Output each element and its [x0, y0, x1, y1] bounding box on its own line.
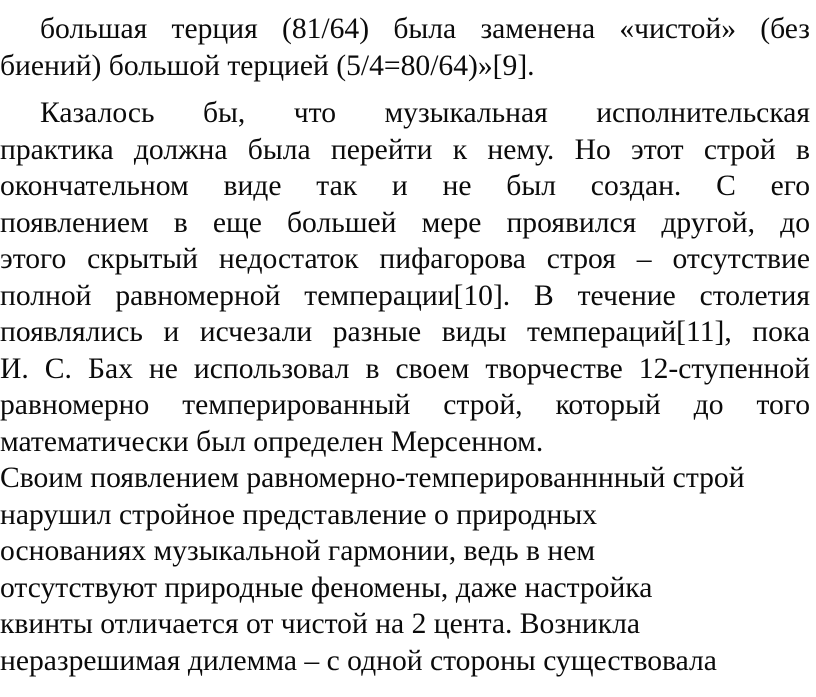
- text-line-4: практика должна была перейти к нему. Но этот строй в: [0, 134, 810, 166]
- text-line-16: отсутствуют природные феномены, даже настройка: [0, 572, 653, 604]
- text-line-3: Казалось бы, что музыкальная исполнительская: [40, 97, 810, 129]
- text-line-7: этого скрытый недостаток пифагорова строя – отсутствие: [0, 243, 810, 275]
- text-line-8: полной равномерной темперации[10]. В течение столетия: [0, 280, 810, 312]
- text-line-15: основаниях музыкальной гармонии, ведь в нем: [0, 535, 596, 567]
- text-line-18: неразрешимая дилемма – с одной стороны существовала: [0, 645, 717, 677]
- text-line-6: появлением в еще большей мере проявился другой, до: [0, 207, 810, 239]
- text-line-13: Своим появлением равномерно-темперированннный строй: [0, 462, 745, 494]
- text-line-2: биений) большой терцией (5/4=80/64)»[9].: [0, 50, 535, 82]
- text-line-10: И. С. Бах не использовал в своем творчестве 12-ступенной: [0, 353, 810, 385]
- text-line-5: окончательном виде так и не был создан. С его: [0, 170, 810, 202]
- text-line-17: квинты отличается от чистой на 2 цента. Возникла: [0, 608, 640, 640]
- text-line-9: появлялись и исчезали разные виды темпераций[11], пока: [0, 316, 810, 348]
- text-line-11: равномерно темперированный строй, который до того: [0, 389, 810, 421]
- text-line-12: математически был определен Мерсенном.: [0, 426, 544, 458]
- text-line-1: большая терция (81/64) была заменена «чистой» (без: [40, 13, 810, 45]
- text-line-14: нарушил стройное представление о природных: [0, 499, 598, 531]
